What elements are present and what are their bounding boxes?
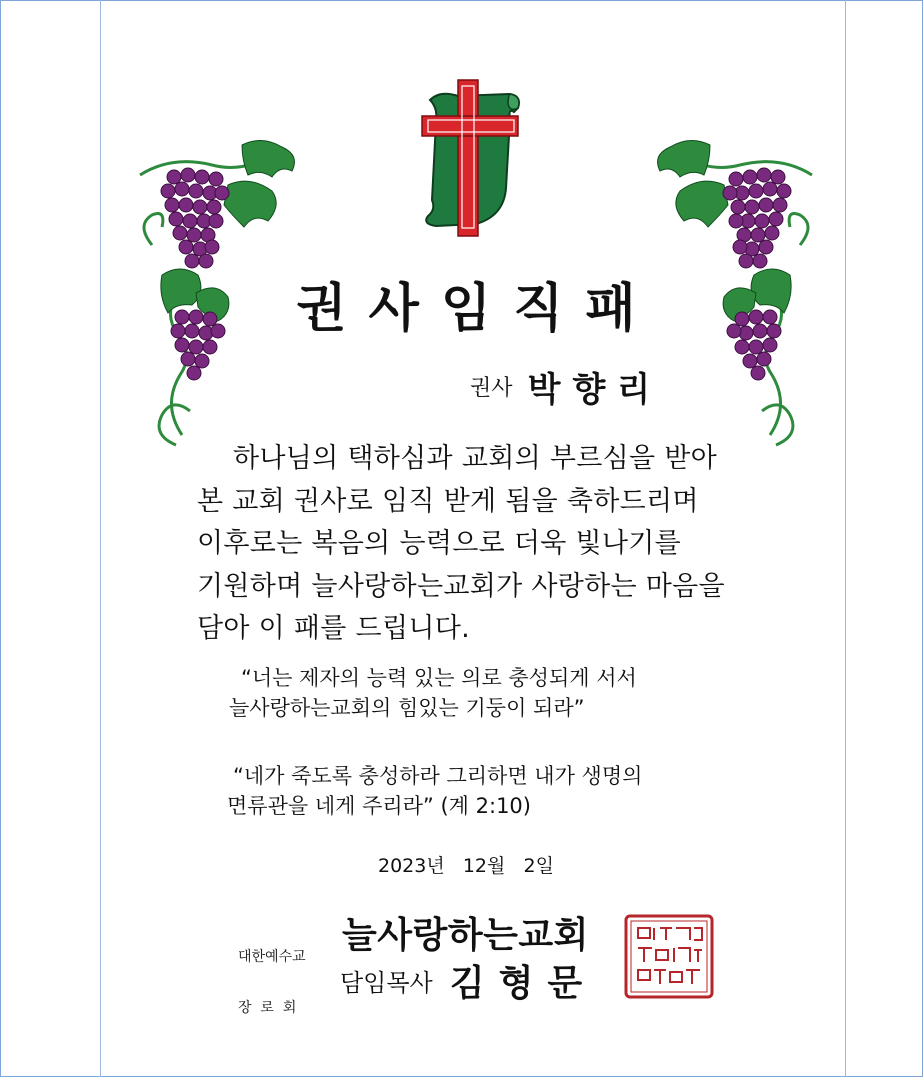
verse-quote-1 — [227, 663, 747, 723]
recipient — [470, 362, 662, 411]
denomination-line: 대한예수교 — [238, 949, 306, 965]
church-seal-icon — [624, 914, 714, 999]
verse-line: 면류관을 네게 주리라” (계 2:10) — [227, 794, 531, 818]
grape-vine-icon-right — [645, 135, 820, 455]
cross-on-scroll-icon — [418, 78, 528, 238]
grape-vine-icon-left — [132, 135, 307, 455]
recipient-name: 박향리 — [527, 370, 663, 410]
recipient-rank: 권사 — [470, 376, 513, 401]
verse-line: “네가 죽도록 충성하라 그리하면 내가 생명의 — [233, 764, 643, 788]
right-margin-guide — [845, 0, 846, 1077]
verse-quote-2 — [227, 761, 747, 821]
verse-line: “너는 제자의 능력 있는 의로 충성되게 서서 — [241, 666, 637, 690]
church-name: 늘사랑하는교회 — [342, 915, 589, 956]
body-line: 담아 이 패를 드립니다. — [197, 613, 470, 644]
pastor-role: 담임목사 — [340, 969, 433, 997]
body-line: 이후로는 복음의 능력으로 더욱 빛나기를 — [197, 528, 682, 559]
verse-line: 늘사랑하는교회의 힘있는 기둥이 되라” — [229, 696, 585, 720]
body-line: 본 교회 권사로 임직 받게 됨을 축하드리며 — [197, 485, 699, 517]
issue-date: 2023년 12월 2일 — [378, 855, 554, 877]
denomination — [238, 915, 306, 1034]
body-text — [197, 438, 757, 651]
body-line: 하나님의 택하심과 교회의 부르심을 받아 — [233, 443, 718, 474]
page-title: 권사임직패 — [296, 279, 658, 339]
left-margin-guide — [100, 0, 101, 1077]
denomination-line: 장 로 회 — [238, 1000, 297, 1016]
pastor-signature — [340, 955, 596, 1006]
body-line: 기원하며 늘사랑하는교회가 사랑하는 마음을 — [197, 570, 725, 602]
pastor-name: 김형문 — [449, 963, 597, 1004]
